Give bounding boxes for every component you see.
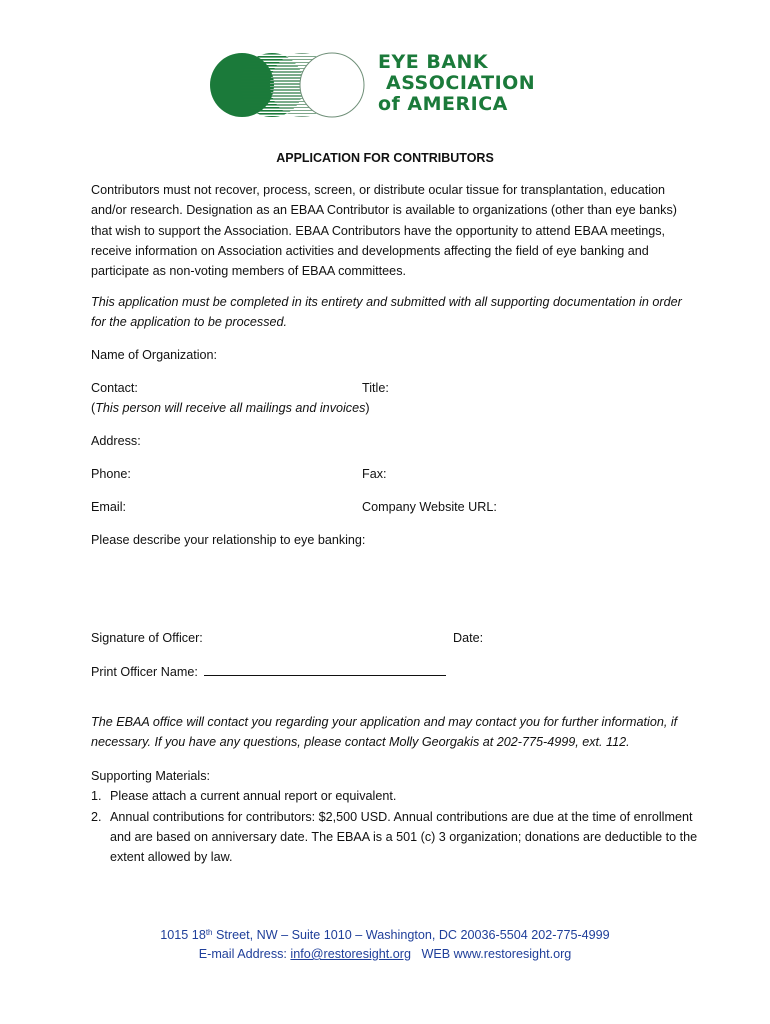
print-name-row (91, 661, 446, 682)
contact-note: (This person will receive all mailings and invoices) (91, 401, 370, 415)
ebaa-logo (208, 50, 568, 120)
date-label: Date: (453, 631, 484, 645)
website-label: Company Website URL: (362, 500, 497, 514)
supporting-heading: Supporting Materials: (91, 769, 211, 783)
contact-label: Contact: (91, 381, 138, 395)
instruction-paragraph: This application must be completed in its entirety and submitted with all supporting documentation in order for the application to be processed. (91, 295, 682, 330)
page-title: APPLICATION FOR CONTRIBUTORS (276, 151, 494, 165)
footer-web: WEB www.restoresight.org (411, 947, 572, 961)
footer-address (0, 926, 770, 945)
contact-notice: The EBAA office will contact you regarding your application and may contact you for further information, if necessary. If you have any questions, please contact Molly Georgakis at 202-775-4999, ext. 112. (91, 715, 678, 750)
logo-line-3: of AMERICA (378, 93, 508, 115)
footer-address-sup: th (205, 928, 213, 937)
relationship-label: Please describe your relationship to eye banking: (91, 533, 366, 547)
footer-email-link[interactable]: info@restoresight.org (290, 947, 411, 961)
email-label: Email: (91, 500, 126, 514)
fax-label: Fax: (362, 467, 387, 481)
footer-address-start: 1015 18 (160, 928, 206, 942)
logo-wordmark (378, 52, 535, 115)
logo-line-2: ASSOCIATION (386, 72, 536, 94)
footer (0, 926, 770, 964)
logo-line-1: EYE BANK (378, 51, 489, 73)
footer-contact (0, 945, 770, 964)
signature-label: Signature of Officer: (91, 631, 203, 645)
title-label: Title: (362, 381, 389, 395)
footer-email-label: E-mail Address: (198, 947, 291, 961)
contact-note-text: This person will receive all mailings and invoices (95, 401, 366, 415)
eye-circles-icon (208, 50, 368, 120)
list-item-number: 2. (91, 809, 102, 824)
footer-address-end: Street, NW – Suite 1010 – Washington, DC 20036-5504 202-775-4999 (212, 928, 610, 942)
address-label: Address: (91, 434, 141, 448)
supporting-materials (91, 766, 711, 867)
print-name-label: Print Officer Name: (91, 665, 198, 679)
list-item-text: Annual contributions for contributors: $2,500 USD. Annual contributions are due at the time of enrollment and are based on anniversary date. The EBAA is a 501 (c) 3 organization; donations are deductible to the extent allowed by law. (110, 809, 698, 865)
list-item (91, 786, 711, 806)
list-item (91, 807, 711, 868)
organization-label: Name of Organization: (91, 348, 217, 362)
intro-paragraph: Contributors must not recover, process, screen, or distribute ocular tissue for transplantation, education and/or research. Designation as an EBAA Contributor is available to organizations (other than eye banks) that wish to support the Association. EBAA Contributors have the opportunity to attend EBAA meetings, receive information on Association activities and developments affecting the field of eye banking and participate as non-voting members of EBAA committees. (91, 183, 677, 279)
list-item-number: 1. (91, 789, 102, 804)
phone-label: Phone: (91, 467, 131, 481)
list-item-text: Please attach a current annual report or equivalent. (110, 789, 397, 804)
print-name-field[interactable] (204, 661, 446, 676)
